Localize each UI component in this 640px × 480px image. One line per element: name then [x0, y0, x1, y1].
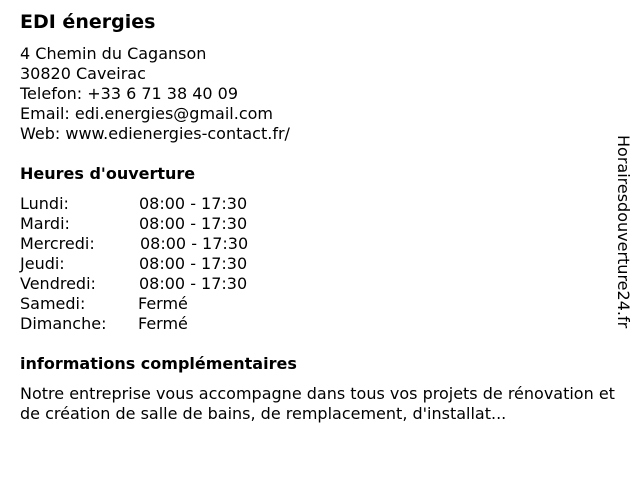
- hours-row-wednesday: [20, 234, 320, 254]
- time-value: Fermé: [138, 314, 188, 333]
- time-value: 08:00 - 17:30: [139, 254, 248, 273]
- opening-hours-heading: Heures d'ouverture: [20, 164, 196, 183]
- day-label: Samedi:: [20, 294, 86, 313]
- watermark-text: Horairesdouverture24.fr: [614, 135, 633, 329]
- time-value: 08:00 - 17:30: [140, 234, 249, 253]
- time-value: 08:00 - 17:30: [139, 214, 248, 233]
- day-label: Vendredi:: [20, 274, 96, 293]
- day-label: Lundi:: [20, 194, 69, 213]
- business-description: Notre entreprise vous accompagne dans tous vos projets de rénovation et de création de salle de bains, de remplacement, d'installat...: [20, 384, 615, 423]
- business-name: EDI énergies: [20, 11, 156, 33]
- source-watermark: [612, 135, 634, 350]
- hours-row-tuesday: [20, 214, 320, 234]
- day-label: Jeudi:: [20, 254, 65, 273]
- time-value: 08:00 - 17:30: [139, 274, 248, 293]
- hours-row-thursday: [20, 254, 320, 274]
- hours-row-saturday: [20, 294, 320, 314]
- opening-hours-table: [20, 194, 320, 334]
- phone-line: Telefon: +33 6 71 38 40 09: [20, 84, 239, 103]
- web-line: Web: www.edienergies-contact.fr/: [20, 124, 290, 143]
- email-line: Email: edi.energies@gmail.com: [20, 104, 273, 123]
- address-line-2: 30820 Caveirac: [20, 64, 146, 83]
- time-value: 08:00 - 17:30: [139, 194, 248, 213]
- day-label: Mercredi:: [20, 234, 95, 253]
- contact-block: [20, 44, 290, 144]
- hours-row-sunday: [20, 314, 320, 334]
- additional-info-heading: informations complémentaires: [20, 354, 297, 373]
- hours-row-monday: [20, 194, 320, 214]
- address-line-1: 4 Chemin du Caganson: [20, 44, 207, 63]
- hours-row-friday: [20, 274, 320, 294]
- day-label: Mardi:: [20, 214, 70, 233]
- day-label: Dimanche:: [20, 314, 107, 333]
- time-value: Fermé: [138, 294, 188, 313]
